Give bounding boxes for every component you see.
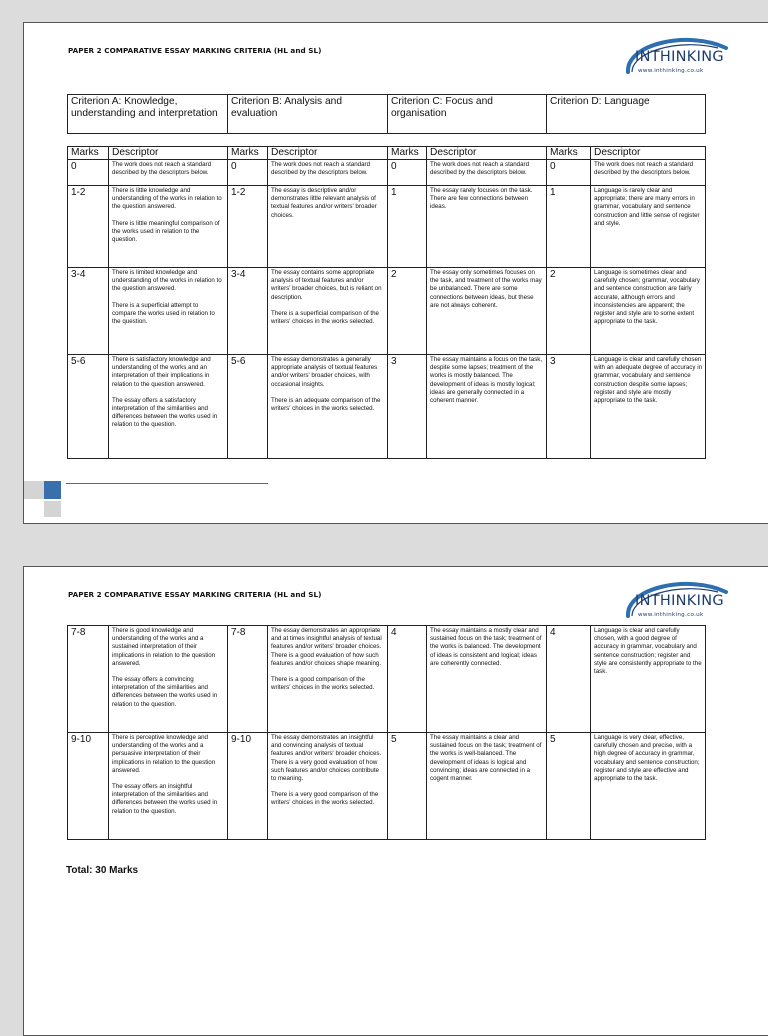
marks-header: Marks	[68, 147, 109, 160]
criterion-c-descriptor	[427, 160, 547, 186]
inthinking-logo	[618, 576, 728, 622]
criterion-d-descriptor	[591, 355, 706, 459]
criterion-d-descriptor	[591, 186, 706, 268]
document-page-2	[23, 566, 768, 1036]
criterion-b-marks: 0	[228, 160, 268, 186]
descriptor-paragraph: There is a good comparison of the writers' choices in the works selected.	[271, 676, 375, 692]
table-row	[68, 268, 706, 355]
descriptor-header: Descriptor	[268, 147, 388, 160]
page-title: PAPER 2 COMPARATIVE ESSAY MARKING CRITERIA (HL and SL)	[68, 590, 322, 599]
descriptor-paragraph: Language is clear and carefully chosen with an adequate degree of accuracy in grammar, vocabulary and sentence construction despite some lapses; register and style are mostly appropriate to the task.	[594, 356, 703, 405]
descriptor-paragraph: The essay maintains a clear and sustained focus on the task; treatment of the works is well-balanced. The development of ideas is logical and convincing; ideas are connected in a cogent manner.	[430, 734, 542, 783]
descriptor-paragraph: The essay rarely focuses on the task. There are few connections between ideas.	[430, 187, 533, 211]
criterion-c-descriptor	[427, 186, 547, 268]
criterion-d-descriptor	[591, 626, 706, 733]
page-title: PAPER 2 COMPARATIVE ESSAY MARKING CRITERIA (HL and SL)	[68, 46, 322, 55]
criterion-b-descriptor	[268, 626, 388, 733]
descriptor-paragraph: The essay is descriptive and/or demonstrates little relevant analysis of textual features and/or writers' broader choices.	[271, 187, 377, 219]
criterion-d-marks: 5	[547, 733, 591, 840]
criterion-d-heading: Criterion D: Language	[547, 95, 706, 134]
criterion-d-marks: 1	[547, 186, 591, 268]
criterion-d-descriptor	[591, 733, 706, 840]
criterion-a-marks: 7-8	[68, 626, 109, 733]
criterion-b-descriptor	[268, 186, 388, 268]
criterion-b-descriptor	[268, 160, 388, 186]
decor-block	[44, 481, 61, 499]
descriptor-paragraph: Language is sometimes clear and carefully chosen; grammar, vocabulary and sentence construction are fairly accurate, although errors and inconsistencies are apparent; the register and style are to some extent appropriate to the task.	[594, 269, 700, 326]
descriptor-paragraph: Language is clear and carefully chosen, with a good degree of accuracy in grammar, vocabulary and sentence construction; register and style are consistently appropriate to the task.	[594, 627, 702, 676]
table-row	[68, 733, 706, 840]
criterion-a-heading: Criterion A: Knowledge, understanding and interpretation	[68, 95, 228, 134]
criterion-c-descriptor	[427, 355, 547, 459]
descriptor-header: Descriptor	[109, 147, 228, 160]
criterion-a-marks: 0	[68, 160, 109, 186]
criterion-c-marks: 4	[388, 626, 427, 733]
criterion-d-descriptor	[591, 268, 706, 355]
descriptor-paragraph: There is satisfactory knowledge and understanding of the works and an interpretation of their implications in relation to the question answered.	[112, 356, 211, 388]
descriptor-paragraph: The essay demonstrates an insightful and convincing analysis of textual features and/or writers' broader choices. There is a very good evaluation of how such features and/or choices contribute to meaning.	[271, 734, 382, 783]
marks-header: Marks	[388, 147, 427, 160]
criterion-a-marks: 9-10	[68, 733, 109, 840]
decor-block	[44, 501, 61, 517]
descriptor-paragraph: The essay offers an insightful interpretation of the similarities and differences between the works used in relation to the question.	[112, 783, 218, 815]
descriptor-paragraph: The essay maintains a mostly clear and sustained focus on the task; treatment of the works is balanced. The development of ideas is consistent and logical; ideas are coherently connected.	[430, 627, 542, 667]
descriptor-paragraph: There is perceptive knowledge and understanding of the works and a persuasive interpretation of their implications in relation to the question answered.	[112, 734, 216, 774]
rubric-table-page-1	[67, 146, 706, 459]
criterion-d-marks: 3	[547, 355, 591, 459]
criterion-d-descriptor	[591, 160, 706, 186]
marks-header: Marks	[228, 147, 268, 160]
descriptor-paragraph: The work does not reach a standard described by the descriptors below.	[271, 161, 371, 177]
criterion-a-descriptor	[109, 268, 228, 355]
criterion-c-marks: 3	[388, 355, 427, 459]
criterion-b-descriptor	[268, 355, 388, 459]
logo-url: www.inthinking.co.uk	[638, 612, 704, 618]
criterion-b-marks: 1-2	[228, 186, 268, 268]
criterion-d-marks: 4	[547, 626, 591, 733]
descriptor-paragraph: The essay offers a satisfactory interpretation of the similarities and differences between the works used in relation to the question.	[112, 396, 218, 429]
criteria-header-table	[67, 94, 706, 134]
descriptor-paragraph: There is limited knowledge and understanding of the works in relation to the question answered.	[112, 269, 222, 293]
criterion-c-descriptor	[427, 268, 547, 355]
criterion-c-descriptor	[427, 626, 547, 733]
descriptor-paragraph: There is a very good comparison of the writers' choices in the works selected.	[271, 791, 379, 807]
descriptor-paragraph: Language is very clear, effective, carefully chosen and precise, with a high degree of accuracy in grammar, vocabulary and sentence construction; register and style are effective and appropriate to the task.	[594, 734, 700, 783]
descriptor-paragraph: The work does not reach a standard described by the descriptors below.	[112, 161, 212, 177]
criterion-a-descriptor	[109, 626, 228, 733]
criterion-c-marks: 2	[388, 268, 427, 355]
criterion-c-marks: 5	[388, 733, 427, 840]
table-row	[68, 160, 706, 186]
decor-block	[24, 481, 44, 499]
descriptor-paragraph: The essay contains some appropriate analysis of textual features and/or writers' broader choices, but is reliant on description.	[271, 269, 382, 301]
descriptor-header: Descriptor	[427, 147, 547, 160]
descriptor-paragraph: The essay only sometimes focuses on the task, and treatment of the works may be unbalanced. There are some connections between ideas, but these are not always coherent.	[430, 269, 542, 309]
descriptor-paragraph: There is a superficial comparison of the writers' choices in the works selected.	[271, 309, 379, 326]
descriptor-paragraph: There is little meaningful comparison of the works used in relation to the question.	[112, 219, 220, 244]
logo-url: www.inthinking.co.uk	[638, 68, 704, 74]
criterion-c-marks: 1	[388, 186, 427, 268]
criterion-b-descriptor	[268, 733, 388, 840]
document-page-1	[23, 22, 768, 524]
criterion-a-marks: 3-4	[68, 268, 109, 355]
rubric-table-page-2	[67, 625, 706, 840]
decor-rule	[66, 483, 268, 484]
criterion-d-marks: 0	[547, 160, 591, 186]
descriptor-paragraph: There is good knowledge and understanding of the works and a sustained interpretation of their implications in relation to the question answered.	[112, 627, 216, 667]
criterion-a-descriptor	[109, 160, 228, 186]
descriptor-paragraph: There is a superficial attempt to compare the works used in relation to the question.	[112, 301, 215, 326]
descriptor-paragraph: There is an adequate comparison of the writers' choices in the works selected.	[271, 396, 381, 413]
criterion-a-descriptor	[109, 355, 228, 459]
descriptor-paragraph: The essay maintains a focus on the task, despite some lapses; treatment of the works is mostly balanced. The development of ideas is mostly logical; ideas are generally connected in a coherent manner.	[430, 356, 543, 405]
table-row	[68, 355, 706, 459]
inthinking-logo	[618, 32, 728, 78]
criterion-c-marks: 0	[388, 160, 427, 186]
table-row	[68, 626, 706, 733]
descriptor-paragraph: Language is rarely clear and appropriate; there are many errors in grammar, vocabulary and sentence construction and little sense of register and style.	[594, 187, 700, 227]
criterion-b-marks: 9-10	[228, 733, 268, 840]
criterion-a-descriptor	[109, 733, 228, 840]
total-marks: Total: 30 Marks	[66, 865, 139, 876]
descriptor-paragraph: The essay demonstrates an appropriate and at times insightful analysis of textual features and/or writers' broader choices. There is a good evaluation of how such features and/or choices shape meaning.	[271, 627, 382, 667]
criterion-d-marks: 2	[547, 268, 591, 355]
logo-brand: INTHINKING	[635, 593, 724, 609]
criterion-b-descriptor	[268, 268, 388, 355]
criterion-b-heading: Criterion B: Analysis and evaluation	[228, 95, 388, 134]
criterion-a-marks: 1-2	[68, 186, 109, 268]
criterion-b-marks: 3-4	[228, 268, 268, 355]
descriptor-header: Descriptor	[591, 147, 706, 160]
criterion-a-marks: 5-6	[68, 355, 109, 459]
descriptor-paragraph: The work does not reach a standard described by the descriptors below.	[594, 161, 694, 177]
descriptor-paragraph: The essay demonstrates a generally appropriate analysis of textual features and/or writers' broader choices, with occasional insights.	[271, 356, 378, 388]
criterion-b-marks: 5-6	[228, 355, 268, 459]
descriptor-paragraph: There is little knowledge and understanding of the works in relation to the question answered.	[112, 187, 222, 211]
table-row	[68, 186, 706, 268]
descriptor-paragraph: The essay offers a convincing interpretation of the similarities and differences between the works used in relation to the question.	[112, 676, 218, 708]
criterion-c-descriptor	[427, 733, 547, 840]
criterion-c-heading: Criterion C: Focus and organisation	[388, 95, 547, 134]
logo-brand: INTHINKING	[635, 49, 724, 65]
criterion-a-descriptor	[109, 186, 228, 268]
marks-header: Marks	[547, 147, 591, 160]
criterion-b-marks: 7-8	[228, 626, 268, 733]
descriptor-paragraph: The work does not reach a standard described by the descriptors below.	[430, 161, 530, 177]
